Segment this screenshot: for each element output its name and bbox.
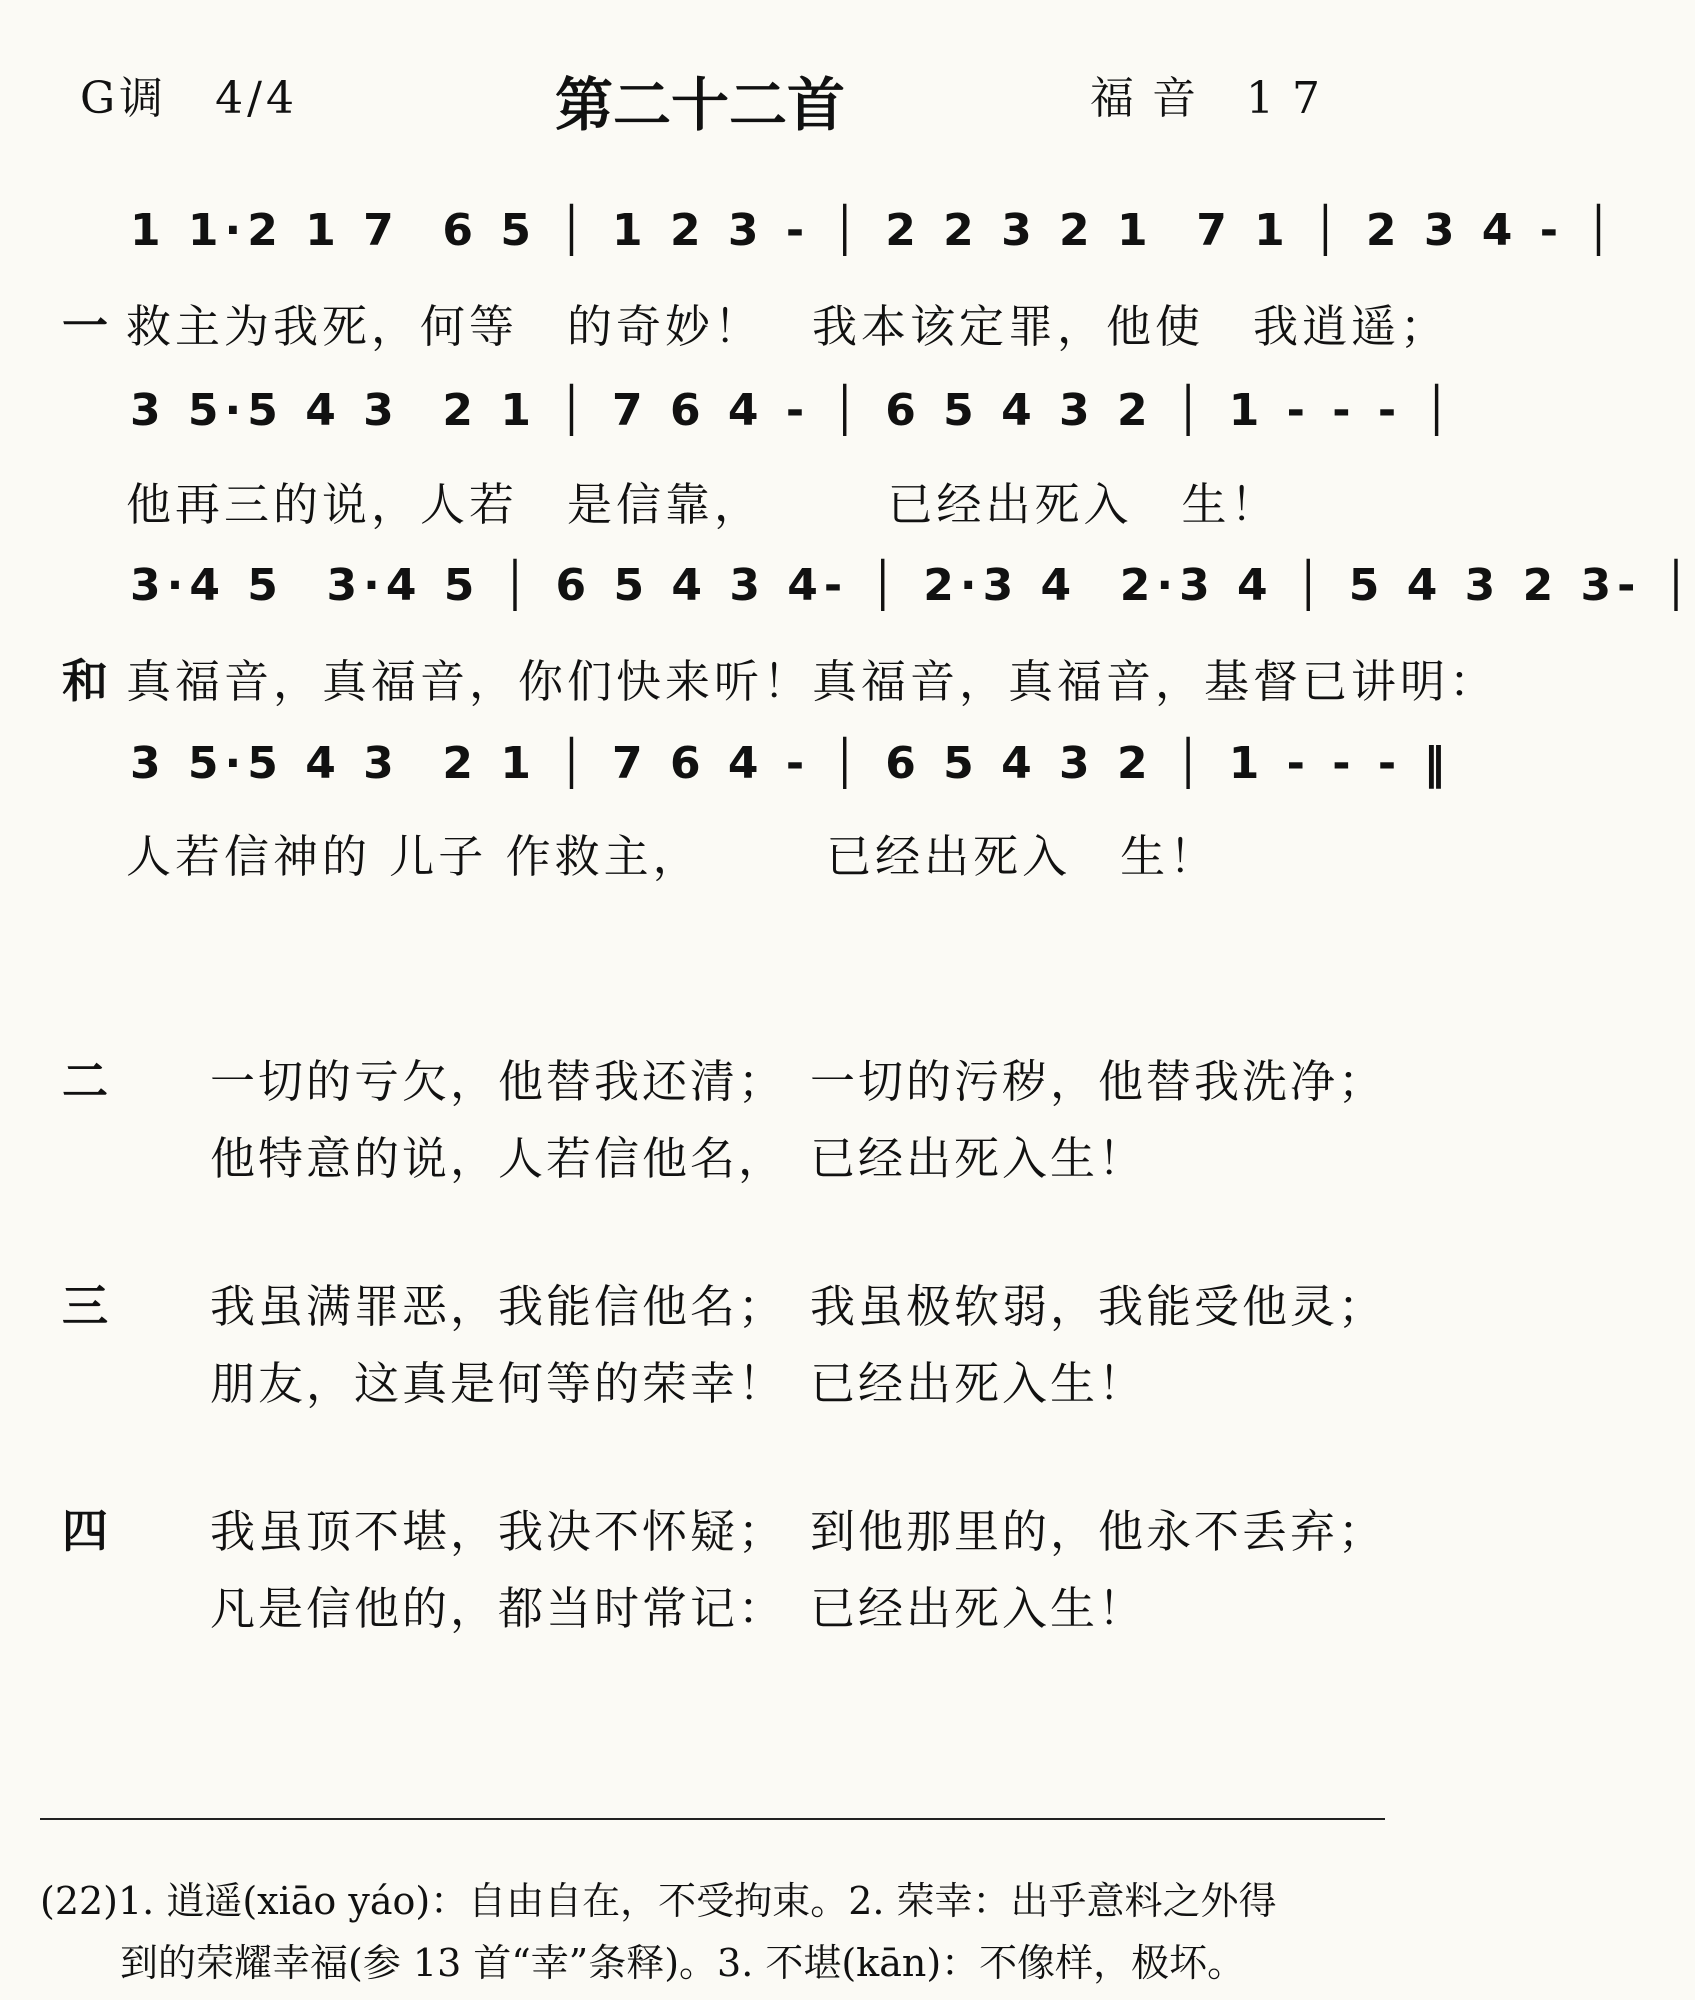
lyric-row-1: 救主为我死，何等 的奇妙！ 我本该定罪，他使 我逍遥； xyxy=(126,300,1450,353)
lyric-row-4: 人若信神的 儿子 作救主， 已经出死入 生！ xyxy=(126,830,1219,883)
key-signature: G调 4/4 xyxy=(80,73,298,124)
notes-row-3: 3·4 5 3·4 5 │ 6 5 4 3 4- │ 2·3 4 2·3 4 │ 5 4 3 2 3- │ xyxy=(130,560,1695,611)
verse-4-line-2b: 已经出死入生！ xyxy=(810,1582,1147,1635)
verse-mark-2nd: 二 xyxy=(62,1054,108,1108)
lyric-row-2: 他再三的说，人若 是信靠， 已经出死入 生！ xyxy=(126,478,1280,531)
verse-mark-4th: 四 xyxy=(62,1504,108,1558)
lyric-row-3: 真福音，真福音，你们快来听！真福音，真福音，基督已讲明： xyxy=(126,655,1499,708)
verse-3-line-2b: 已经出死入生！ xyxy=(810,1357,1147,1410)
verse-2-line-2b: 已经出死入生！ xyxy=(810,1132,1147,1185)
verse-2-line-2a: 他特意的说，人若信他名， xyxy=(210,1132,787,1185)
verse-mark-1: 一 xyxy=(62,299,108,353)
verse-4-line-1a: 我虽顶不堪，我决不怀疑； xyxy=(210,1505,787,1558)
verse-3-line-1b: 我虽极软弱，我能受他灵； xyxy=(810,1280,1387,1333)
notes-row-2: 3 5·5 4 3 2 1 │ 7 6 4 - │ 6 5 4 3 2 │ 1 - - - │ xyxy=(130,385,1456,436)
footnote-divider xyxy=(40,1818,1385,1820)
verse-mark-3rd: 三 xyxy=(62,1279,108,1333)
verse-4-line-1b: 到他那里的，他永不丢弃； xyxy=(810,1505,1387,1558)
verse-3-line-1a: 我虽满罪恶，我能信他名； xyxy=(210,1280,787,1333)
verse-2-line-1a: 一切的亏欠，他替我还清； xyxy=(210,1055,787,1108)
verse-2-line-1b: 一切的污秽，他替我洗净； xyxy=(810,1055,1387,1108)
notes-row-1: 1 1·2 1 7 6 5 │ 1 2 3 - │ 2 2 3 2 1 7 1 │ 2 3 4 - │ xyxy=(130,205,1618,256)
notes-row-4: 3 5·5 4 3 2 1 │ 7 6 4 - │ 6 5 4 3 2 │ 1 - - - ‖ xyxy=(130,738,1452,789)
hymn-source: 福音 17 xyxy=(1090,73,1338,124)
hymn-title: 第二十二首 xyxy=(554,71,845,139)
chorus-mark: 和 xyxy=(62,654,108,708)
verse-4-line-2a: 凡是信他的，都当时常记： xyxy=(210,1582,787,1635)
verse-3-line-2a: 朋友，这真是何等的荣幸！ xyxy=(210,1357,787,1410)
footnote-line-2: 到的荣耀幸福(参 13 首“幸”条释)。3. 不堪(kān)：不像样，极坏。 xyxy=(120,1941,1246,1985)
footnote-line-1: (22)1. 逍遥(xiāo yáo)：自由自在，不受拘束。2. 荣幸：出乎意料之外得 xyxy=(40,1879,1277,1923)
